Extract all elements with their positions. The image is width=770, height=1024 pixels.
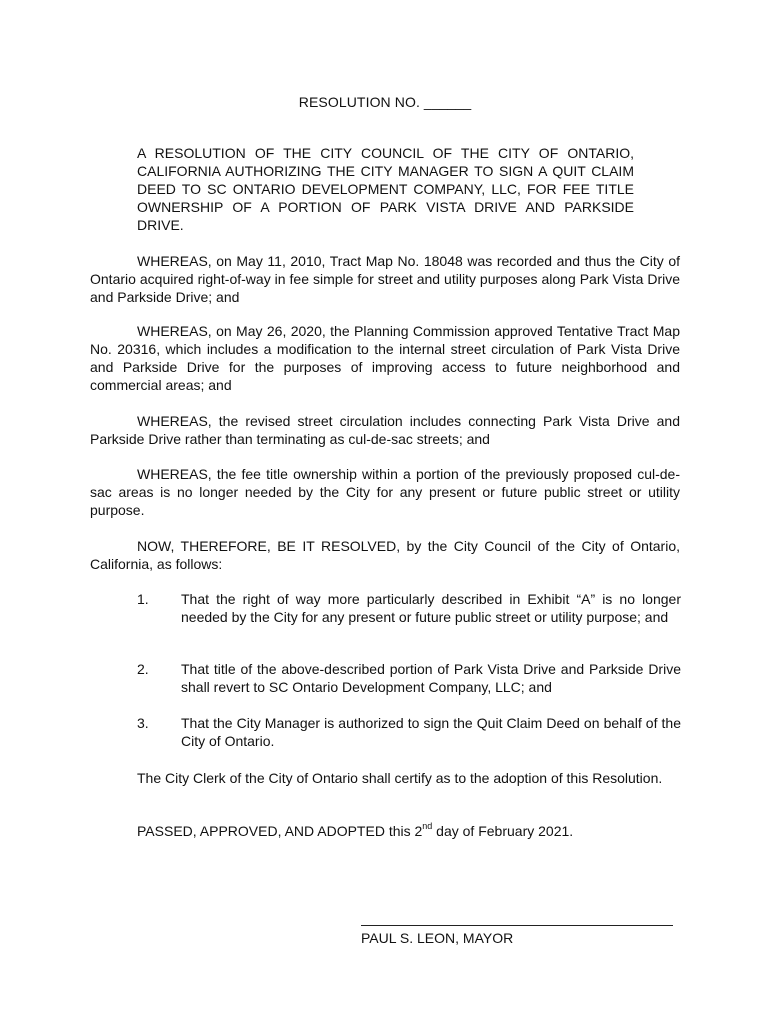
list-item-number: 1.	[137, 591, 149, 607]
adoption-suffix: day of February 2021.	[432, 823, 574, 839]
resolution-number: RESOLUTION NO. ______	[298, 94, 472, 110]
resolved-paragraph: NOW, THEREFORE, BE IT RESOLVED, by the City Council of the City of Ontario, California, as follows:	[90, 538, 680, 572]
list-item-text: That title of the above-described portion of Park Vista Drive and Parkside Drive shall revert to SC Ontario Development Company, LLC; and	[181, 661, 681, 695]
whereas-paragraph: WHEREAS, on May 11, 2010, Tract Map No. 18048 was recorded and thus the City of Ontario acquired right-of-way in fee simple for street and utility purposes along Park Vista Drive and Parkside Drive; and	[90, 253, 680, 305]
adoption-statement	[137, 822, 697, 840]
signature-line	[361, 925, 673, 926]
adoption-prefix: PASSED, APPROVED, AND ADOPTED this 2	[137, 823, 423, 839]
whereas-paragraph: WHEREAS, the revised street circulation includes connecting Park Vista Drive and Parkside Drive rather than terminating as cul-de-sac streets; and	[90, 413, 680, 447]
resolution-title: A RESOLUTION OF THE CITY COUNCIL OF THE CITY OF ONTARIO, CALIFORNIA AUTHORIZING THE CITY MANAGER TO SIGN A QUIT CLAIM DEED TO SC ONTARIO DEVELOPMENT COMPANY, LLC, FOR FEE TITLE OWNERSHIP OF A PORTION OF PARK VISTA DRIVE AND PARKSIDE DRIVE.	[137, 145, 634, 233]
list-item-text: That the right of way more particularly described in Exhibit “A” is no longer needed by the City for any present or future public street or utility purpose; and	[181, 591, 681, 625]
whereas-paragraph: WHEREAS, the fee title ownership within a portion of the previously proposed cul-de-sac areas is no longer needed by the City for any present or future public street or utility purpose.	[90, 466, 680, 518]
certify-paragraph: The City Clerk of the City of Ontario shall certify as to the adoption of this Resolution.	[137, 770, 663, 786]
list-item-text: That the City Manager is authorized to sign the Quit Claim Deed on behalf of the City of Ontario.	[181, 715, 681, 749]
adoption-day-suffix: nd	[422, 821, 433, 832]
signatory-name: PAUL S. LEON, MAYOR	[361, 930, 514, 946]
whereas-paragraph: WHEREAS, on May 26, 2020, the Planning Commission approved Tentative Tract Map No. 20316, which includes a modification to the internal street circulation of Park Vista Drive and Parkside Drive for the purposes of improving access to future neighborhood and commercial areas; and	[90, 323, 680, 393]
list-item-number: 3.	[137, 715, 149, 731]
list-item-number: 2.	[137, 661, 149, 677]
